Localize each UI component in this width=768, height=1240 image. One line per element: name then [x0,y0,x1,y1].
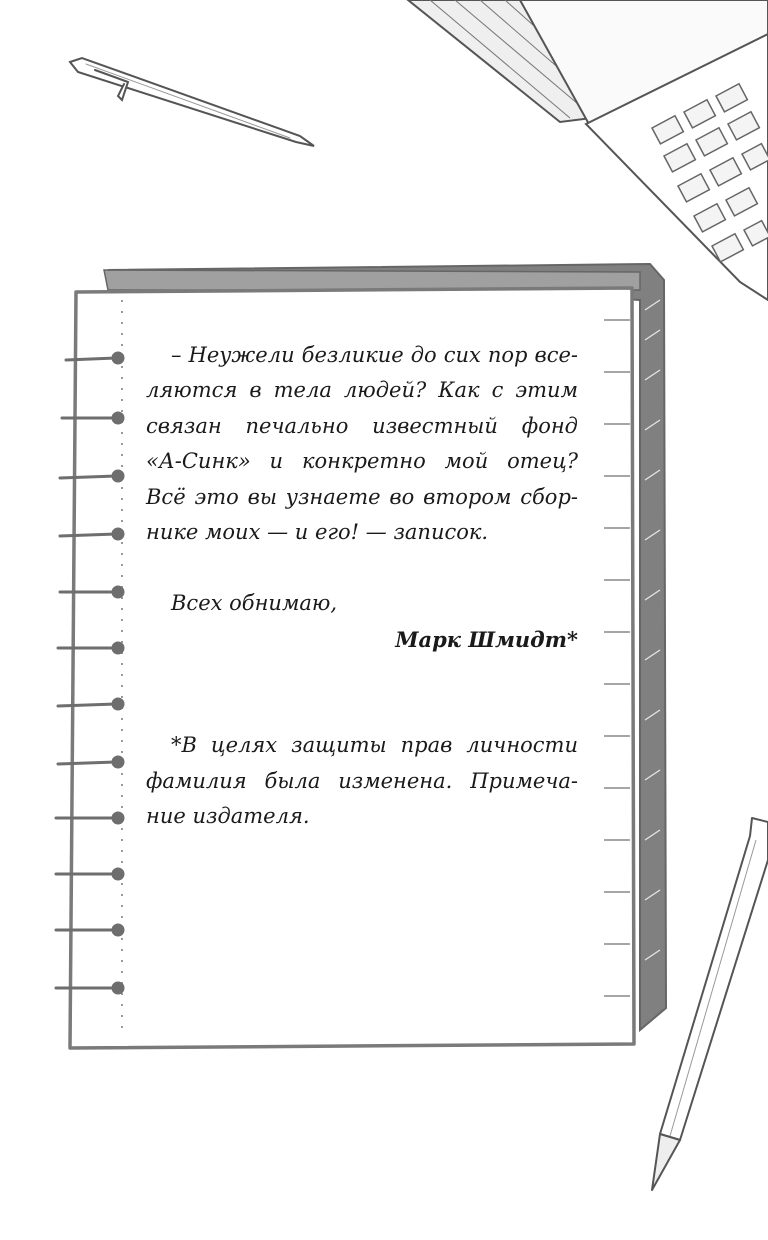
paragraph-line: связан печально известный фонд [146,413,578,438]
footnote-line: фамилия была изменена. Примеча- [146,768,578,793]
paragraph-line: ляются в тела людей? Как с этим [146,378,578,403]
footnote [146,728,578,834]
greeting: Всех обнимаю, [171,591,338,616]
main-paragraph [146,338,578,550]
pen-icon [70,58,314,146]
paragraph-line: – Неужели безликие до сих пор все- [171,343,578,367]
pencil-icon [652,818,768,1190]
signature: Марк Шмидт* [395,626,578,652]
notebook-page-text [146,338,578,834]
paragraph-line: «А-Синк» и конкретно мой отец? [146,449,578,474]
laptop-icon [408,0,768,300]
footnote-line: *В целях защиты прав личности [171,733,578,758]
paragraph-line: Всё это вы узнаете во втором сбор- [146,484,578,509]
paragraph-line: нике моих — и его! — записок. [146,520,489,545]
footnote-line: ние издателя. [146,804,310,829]
